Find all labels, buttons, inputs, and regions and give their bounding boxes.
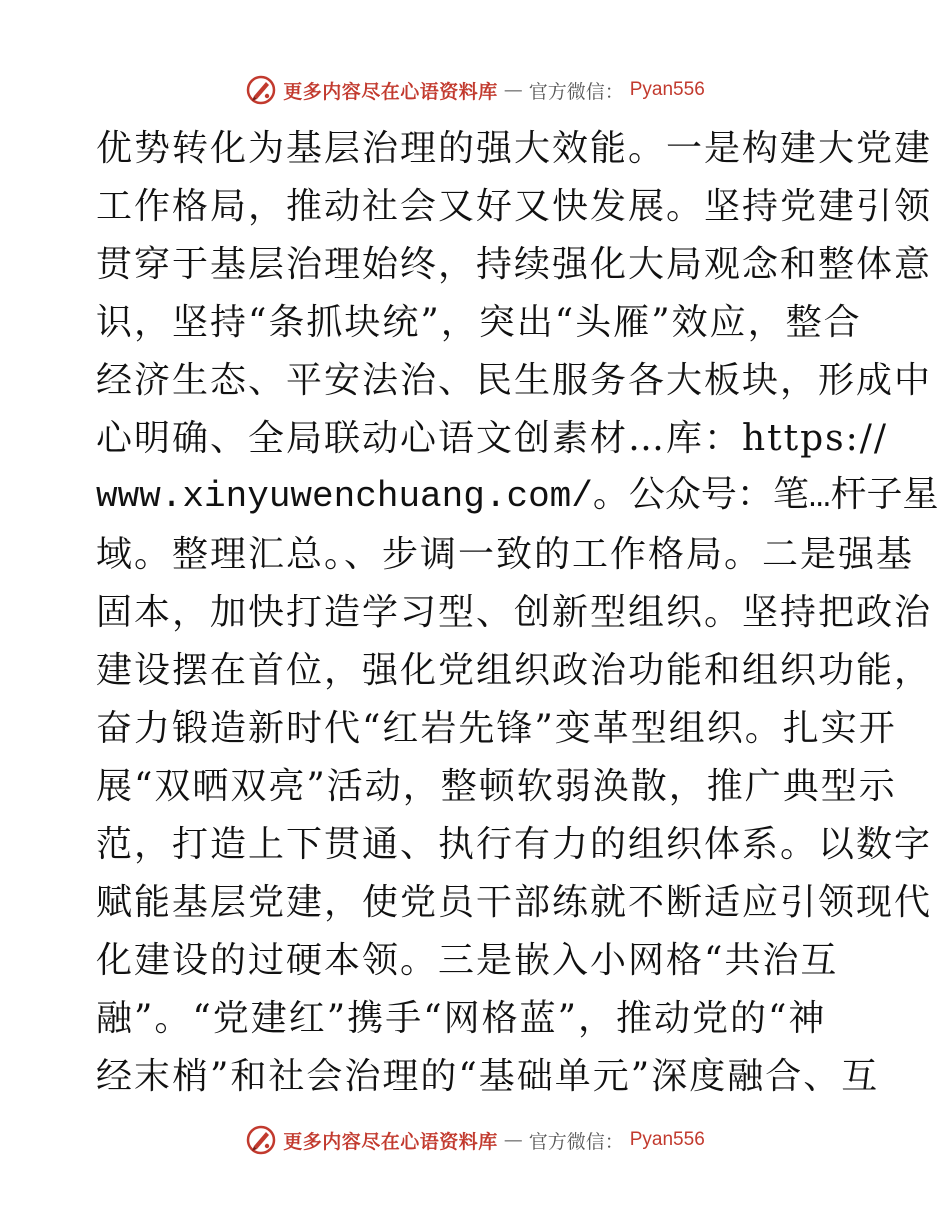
- body-line: 经末梢”和社会治理的“基础单元”深度融合、互: [96, 1056, 880, 1097]
- document-body: [96, 120, 939, 1106]
- body-line: 建设摆在首位，强化党组织政治功能和组织功能，: [96, 650, 933, 691]
- header-official-label: 官方微信：: [528, 80, 624, 103]
- brand-logo-icon: [245, 1124, 277, 1156]
- body-line: 奋力锻造新时代“红岩先锋”变革型组织。扎实开: [96, 708, 897, 749]
- footer-banner: [0, 1120, 950, 1160]
- body-line: 优势转化为基层治理的强大效能。一是构建大党建: [96, 128, 933, 169]
- body-line: 赋能基层党建，使党员干部练就不断适应引领现代: [96, 882, 933, 923]
- body-line: 展“双晒双亮”活动，整顿软弱涣散，推广典型示: [96, 766, 897, 807]
- body-line: 贯穿于基层治理始终，持续强化大局观念和整体意: [96, 244, 933, 285]
- body-line: 域。整理汇总。、步调一致的工作格局。二是强基: [96, 534, 915, 575]
- header-dash: —: [503, 79, 523, 101]
- footer-dash: —: [503, 1129, 523, 1151]
- body-line: 范，打造上下贯通、执行有力的组织体系。以数字: [96, 824, 933, 865]
- body-line: 经济生态、平安法治、民生服务各大板块，形成中: [96, 360, 933, 401]
- body-line: 识，坚持“条抓块统”，突出“头雁”效应，整合: [96, 302, 862, 343]
- footer-official-label: 官方微信：: [528, 1130, 624, 1153]
- header-brand-text: 更多内容尽在心语资料库: [283, 80, 498, 103]
- footer-brand-text: 更多内容尽在心语资料库: [283, 1130, 498, 1153]
- header-wechat-id: Pyan556: [629, 79, 705, 100]
- body-line: www.xinyuwenchuang.com/。公众号：笔…杆子星: [96, 476, 939, 517]
- footer-wechat-id: Pyan556: [629, 1129, 705, 1150]
- body-line: 化建设的过硬本领。三是嵌入小网格“共治互: [96, 940, 839, 981]
- body-line: 融”。“党建红”携手“网格蓝”，推动党的“神: [96, 998, 827, 1039]
- body-line: 心明确、全局联动心语文创素材…库：https://: [96, 418, 889, 459]
- body-line: 工作格局，推动社会又好又快发展。坚持党建引领: [96, 186, 933, 227]
- body-line: 固本，加快打造学习型、创新型组织。坚持把政治: [96, 592, 933, 633]
- header-banner: [0, 70, 950, 110]
- brand-logo-icon: [245, 74, 277, 106]
